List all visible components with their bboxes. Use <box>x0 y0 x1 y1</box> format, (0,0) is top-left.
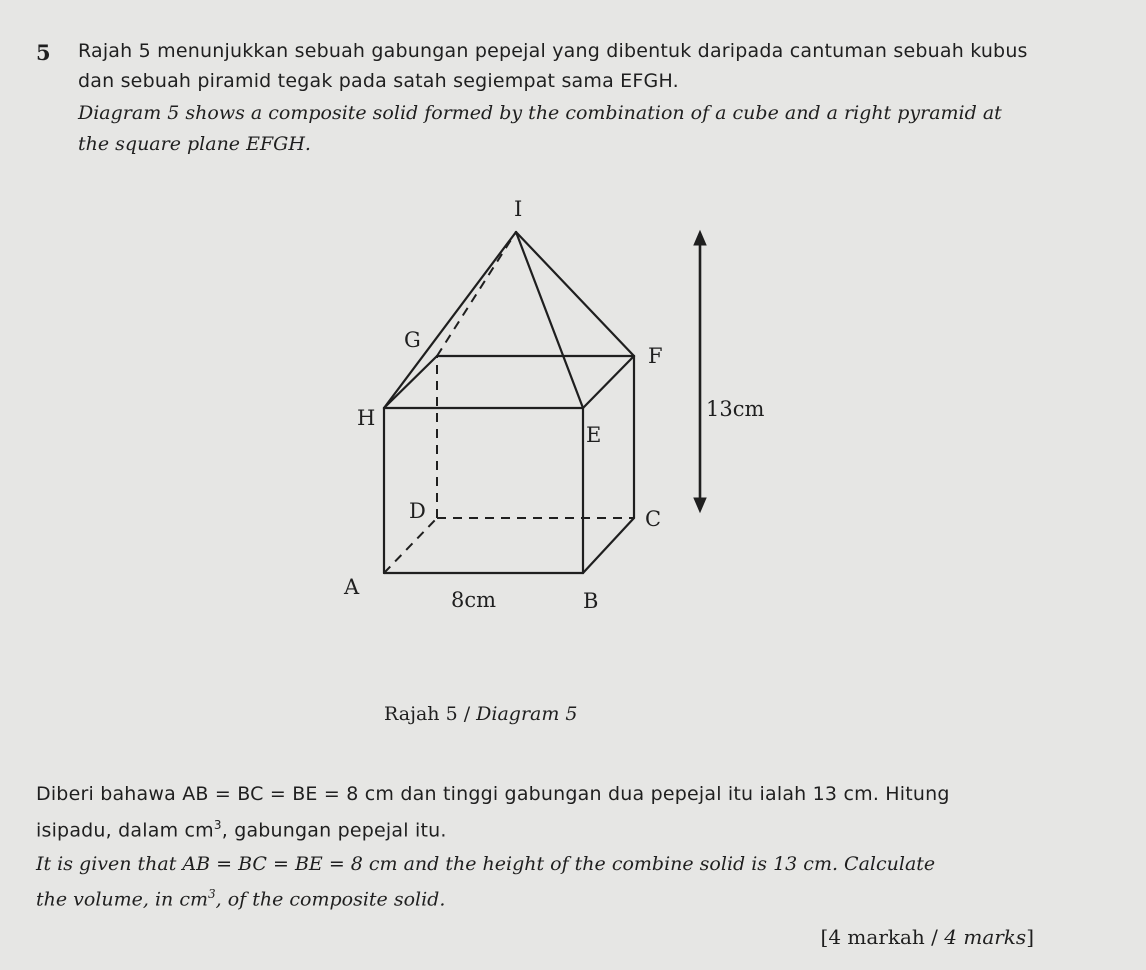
vertex-label-H: H <box>357 406 376 430</box>
caption-english: Diagram 5 <box>476 703 578 725</box>
vertex-label-D: D <box>409 499 426 523</box>
height-arrow-up-head <box>694 231 706 245</box>
edge-CB <box>583 518 634 573</box>
given-english-line-2-pre: the volume, in cm <box>36 888 208 911</box>
height-arrow-down-head <box>694 498 706 512</box>
marks-open-bracket: [ <box>820 925 829 949</box>
marks-separator: / <box>924 925 945 949</box>
hidden-edge-GI <box>437 232 516 356</box>
english-intro-line-2: the square plane EFGH. <box>78 133 311 155</box>
vertex-label-I: I <box>514 197 523 221</box>
malay-intro-line-2: dan sebuah piramid tegak pada satah segiempat sama EFGH. <box>78 70 679 92</box>
marks-malay: 4 markah <box>828 925 925 949</box>
height-label: 13cm <box>706 397 765 421</box>
marks-close-bracket: ] <box>1026 925 1034 949</box>
marks-allocation <box>821 925 1034 949</box>
edge-FE <box>583 356 634 408</box>
given-malay-line-2-sup: 3 <box>213 818 222 832</box>
edge-EI <box>516 232 583 408</box>
given-malay-line-2 <box>36 818 447 841</box>
vertex-label-F: F <box>648 344 663 368</box>
caption-malay: Rajah 5 <box>384 703 458 725</box>
hidden-edge-AD <box>384 518 437 573</box>
given-english-line-2-sup: 3 <box>208 887 216 901</box>
given-english-line-2 <box>36 887 445 910</box>
edge-HI <box>384 232 516 408</box>
diagram-caption <box>384 703 578 725</box>
vertex-label-G: G <box>404 328 421 352</box>
marks-english: 4 marks <box>944 925 1027 949</box>
edge-FI <box>516 232 634 356</box>
malay-intro-line-1: Rajah 5 menunjukkan sebuah gabungan pepejal yang dibentuk daripada cantuman sebuah kubus <box>78 40 1028 62</box>
vertex-label-C: C <box>645 507 662 531</box>
given-english-line-1: It is given that AB = BC = BE = 8 cm and the height of the combine solid is 13 cm. Calculate <box>36 853 936 875</box>
caption-separator: / <box>463 703 471 725</box>
given-malay-line-2-pre: isipadu, dalam cm <box>36 819 214 842</box>
english-intro-line-1: Diagram 5 shows a composite solid formed by the combination of a cube and a right pyramid at <box>78 102 1002 124</box>
vertex-label-E: E <box>586 423 602 447</box>
edge-HG <box>384 356 437 408</box>
given-malay-line-1: Diberi bahawa AB = BC = BE = 8 cm dan tinggi gabungan dua pepejal itu ialah 13 cm. Hitung <box>36 783 950 805</box>
given-english-line-2-post: , of the composite solid. <box>215 888 446 911</box>
vertex-label-A: A <box>344 575 360 599</box>
given-malay-line-2-post: , gabungan pepejal itu. <box>221 819 447 842</box>
base-length-label: 8cm <box>451 588 497 612</box>
vertex-label-B: B <box>583 589 599 613</box>
question-number: 5 <box>36 40 51 65</box>
